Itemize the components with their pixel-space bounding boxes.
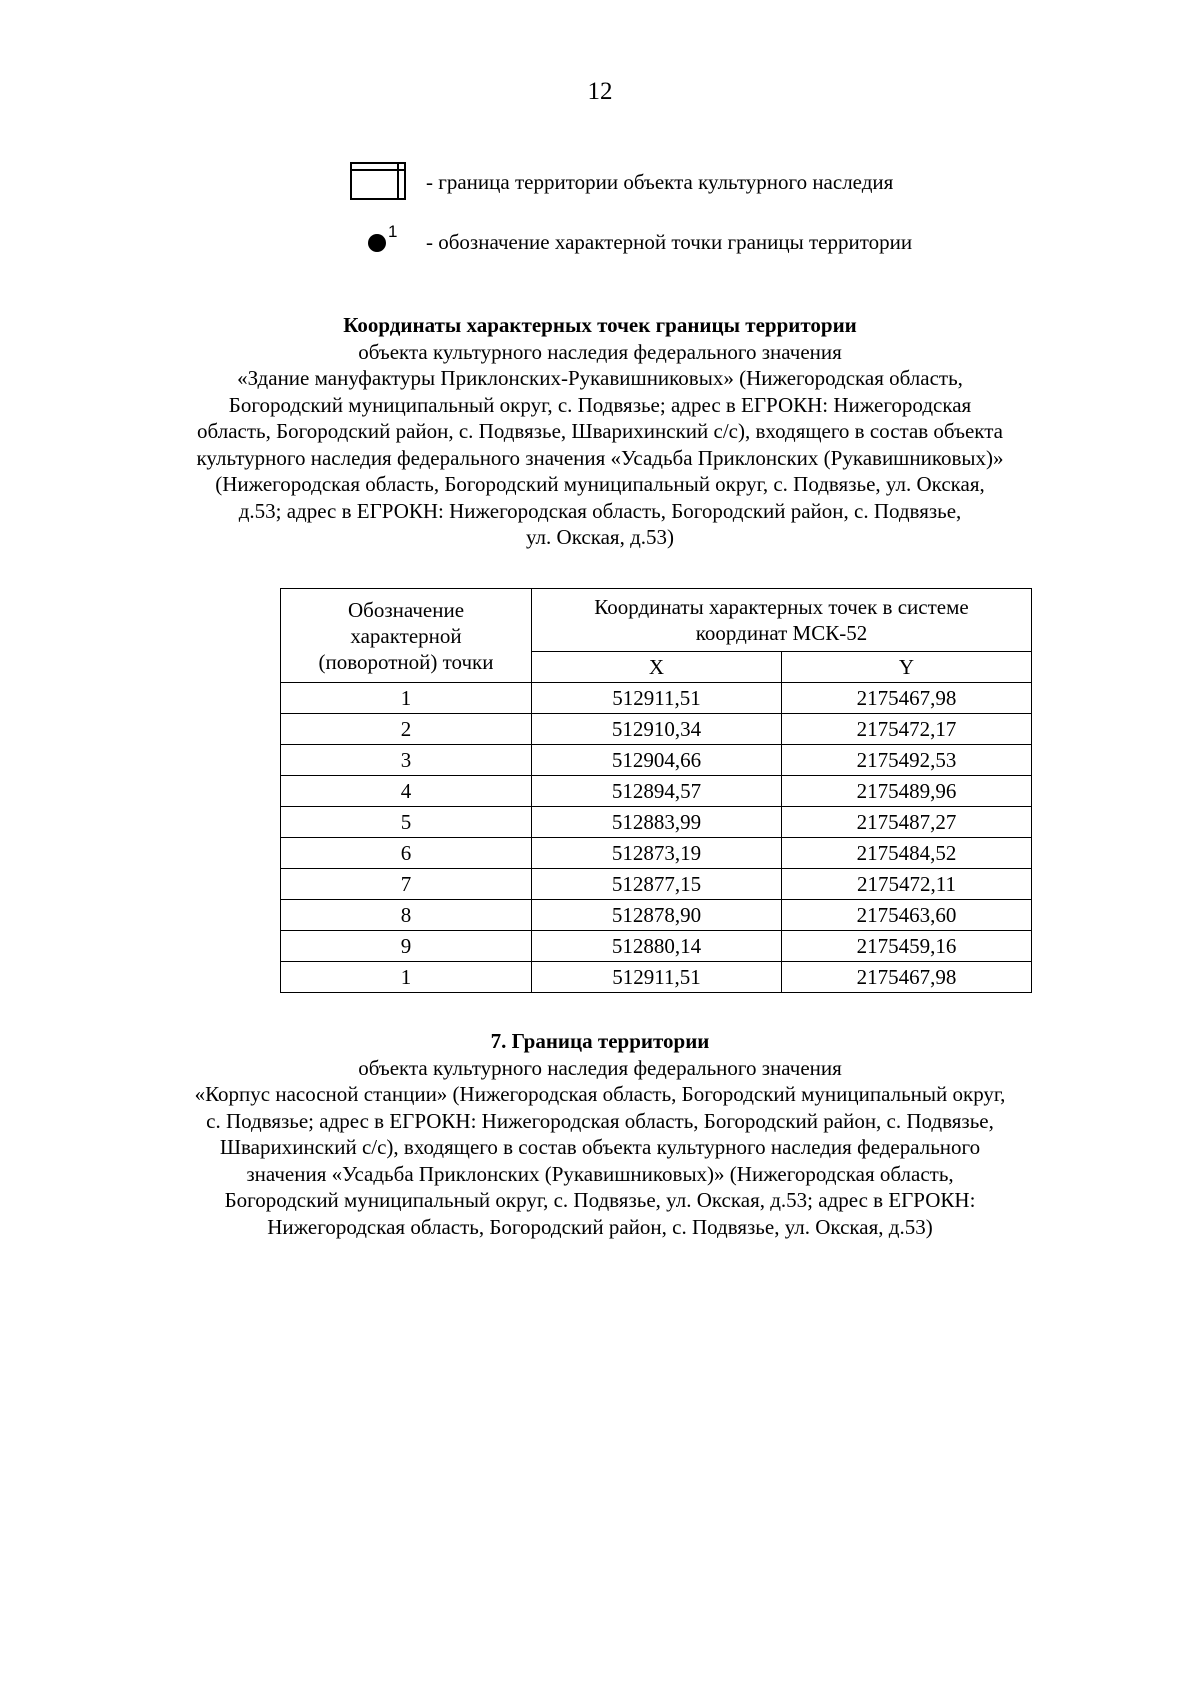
cell-point: 1 <box>281 683 532 714</box>
column-header-point-line: Обозначение <box>347 597 465 622</box>
cell-point: 2 <box>281 714 532 745</box>
legend-boundary-text: - граница территории объекта культурного наследия <box>426 170 894 194</box>
section-line: Богородский муниципальный округ, с. Подвязье, ул. Окская, д.53; адрес в ЕГРОКН: <box>224 1188 976 1212</box>
cell-y: 2175463,60 <box>782 900 1032 931</box>
cell-point: 7 <box>281 869 532 900</box>
table-row <box>281 807 1032 838</box>
cell-x: 512904,66 <box>532 745 782 776</box>
section-line: значения «Усадьба Приклонских (Рукавишниковых)» (Нижегородская область, <box>246 1161 954 1186</box>
heading-line: «Здание мануфактуры Приклонских-Рукавишниковых» (Нижегородская область, <box>237 366 963 390</box>
section-line: Нижегородская область, Богородский район, с. Подвязье, ул. Окская, д.53) <box>267 1214 933 1239</box>
cell-y: 2175472,11 <box>782 869 1032 900</box>
column-header-y: Y <box>782 652 1032 683</box>
point-marker-number: 1 <box>388 222 398 241</box>
table-row <box>281 931 1032 962</box>
section-line: объекта культурного наследия федерального значения <box>358 1055 842 1080</box>
cell-point: 6 <box>281 838 532 869</box>
section-line: «Корпус насосной станции» (Нижегородская область, Богородский муниципальный округ, <box>194 1082 1006 1106</box>
cell-x: 512911,51 <box>532 683 782 714</box>
heading-line: область, Богородский район, с. Подвязье, Шварихинский с/с), входящего в состав объекта <box>197 419 1003 443</box>
column-header-system <box>532 589 1032 652</box>
cell-point: 5 <box>281 807 532 838</box>
cell-y: 2175467,98 <box>782 962 1032 993</box>
cell-x: 512883,99 <box>532 807 782 838</box>
table-row <box>281 745 1032 776</box>
heading-line: объекта культурного наследия федерального значения <box>358 339 842 364</box>
section-line: с. Подвязье; адрес в ЕГРОКН: Нижегородская область, Богородский район, с. Подвязье, <box>206 1108 994 1133</box>
cell-y: 2175484,52 <box>782 838 1032 869</box>
column-header-system-line: координат МСК-52 <box>695 621 868 645</box>
column-header-point-line: (поворотной) точки <box>318 649 494 674</box>
legend-point-text: - обозначение характерной точки границы территории <box>426 230 913 254</box>
cell-point: 8 <box>281 900 532 931</box>
cell-y: 2175489,96 <box>782 776 1032 807</box>
cell-x: 512894,57 <box>532 776 782 807</box>
cell-y: 2175459,16 <box>782 931 1032 962</box>
cell-y: 2175487,27 <box>782 807 1032 838</box>
cell-x: 512911,51 <box>532 962 782 993</box>
cell-point: 4 <box>281 776 532 807</box>
coordinates-table <box>280 588 1032 993</box>
cell-y: 2175467,98 <box>782 683 1032 714</box>
cell-y: 2175492,53 <box>782 745 1032 776</box>
cell-point: 9 <box>281 931 532 962</box>
cell-x: 512880,14 <box>532 931 782 962</box>
table-row <box>281 962 1032 993</box>
table-row <box>281 714 1032 745</box>
table-row <box>281 838 1032 869</box>
page-number: 12 <box>587 78 613 105</box>
section-7-heading <box>150 1028 1050 1240</box>
cell-x: 512877,15 <box>532 869 782 900</box>
cell-point: 3 <box>281 745 532 776</box>
point-marker-icon <box>368 234 386 252</box>
table-row <box>281 900 1032 931</box>
boundary-line-icon <box>350 162 406 200</box>
coordinates-title: Координаты характерных точек границы территории <box>343 313 857 337</box>
table-row <box>281 869 1032 900</box>
column-header-point <box>281 589 532 683</box>
cell-x: 512910,34 <box>532 714 782 745</box>
column-header-system-line: Координаты характерных точек в системе <box>594 595 969 619</box>
cell-y: 2175472,17 <box>782 714 1032 745</box>
heading-line: Богородский муниципальный округ, с. Подвязье; адрес в ЕГРОКН: Нижегородская <box>228 392 972 417</box>
section-title: 7. Граница территории <box>490 1029 710 1053</box>
column-header-x: X <box>532 652 782 683</box>
coordinates-heading <box>150 312 1050 551</box>
heading-line: культурного наследия федерального значения «Усадьба Приклонских (Рукавишниковых)» <box>196 445 1004 470</box>
column-header-point-line: характерной <box>350 623 462 648</box>
section-line: Шварихинский с/с), входящего в состав объекта культурного наследия федерального <box>219 1135 981 1159</box>
cell-x: 512878,90 <box>532 900 782 931</box>
cell-x: 512873,19 <box>532 838 782 869</box>
cell-point: 1 <box>281 962 532 993</box>
table-row <box>281 776 1032 807</box>
table-row <box>281 683 1032 714</box>
heading-line: д.53; адрес в ЕГРОКН: Нижегородская область, Богородский район, с. Подвязье, <box>238 498 962 523</box>
heading-line: ул. Окская, д.53) <box>525 525 674 549</box>
heading-line: (Нижегородская область, Богородский муниципальный округ, с. Подвязье, ул. Окская, <box>215 472 985 496</box>
